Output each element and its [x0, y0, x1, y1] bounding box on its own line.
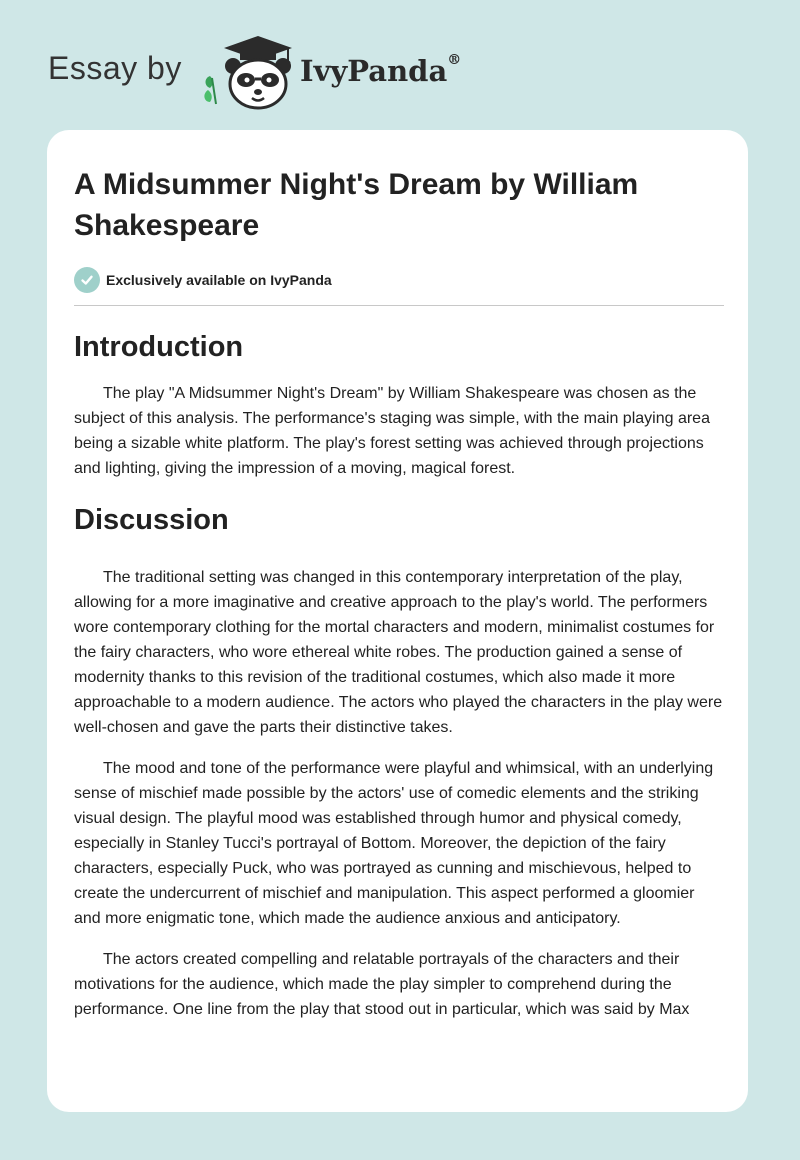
exclusive-label: Exclusively available on IvyPanda [106, 272, 332, 288]
ivypanda-logo-icon[interactable] [200, 32, 296, 112]
paragraph: The play "A Midsummer Night's Dream" by William Shakespeare was chosen as the subject of this analysis. The performance's staging was simple, with the main playing area being a sizable white platform. The play's forest setting was achieved through projections and lighting, giving the impression of a moving, magical forest. [74, 385, 710, 477]
brand-name[interactable] [300, 54, 461, 88]
section-heading-discussion: Discussion [74, 504, 229, 536]
article-content [74, 164, 724, 1022]
essay-by-label: Essay by [48, 50, 182, 86]
article-title: A Midsummer Night's Dream by William Shakespeare [74, 168, 639, 242]
brand-text: IvyPanda [300, 54, 448, 88]
divider [74, 305, 724, 306]
check-icon [74, 267, 100, 293]
registered-mark: ® [447, 52, 462, 68]
article-card [47, 130, 748, 1112]
paragraph: The actors created compelling and relatable portrayals of the characters and their motivations for the audience, which made the play simpler to comprehend during the performance. One line from the play that stood out in particular, which was said by Max [74, 951, 690, 1018]
section-heading-introduction: Introduction [74, 331, 244, 363]
site-header [48, 30, 748, 110]
paragraph: The mood and tone of the performance were playful and whimsical, with an underlying sense of mischief made possible by the actors' use of comedic elements and the striking visual design. The playful mood was established through humor and physical comedy, especially in Stanley Tucci's portrayal of Bottom. Moreover, the depiction of the fairy characters, especially Puck, who was portrayed as cunning and mischievous, helped to create the undercurrent of mischief and manipulation. This aspect performed a gloomier and more enigmatic tone, which made the audience anxious and anticipatory. [74, 760, 714, 927]
exclusive-badge [74, 266, 724, 294]
paragraph: The traditional setting was changed in this contemporary interpretation of the play, allowing for a more imaginative and creative approach to the play's world. The performers wore contemporary clothing for the mortal characters and modern, minimalist costumes for the fairy characters, who wore ethereal white robes. The production gained a sense of modernity thanks to this revision of the traditional costumes, which also made it more approachable to a modern audience. The actors who played the characters in the play were well-chosen and gave the parts their distinctive takes. [74, 569, 723, 736]
